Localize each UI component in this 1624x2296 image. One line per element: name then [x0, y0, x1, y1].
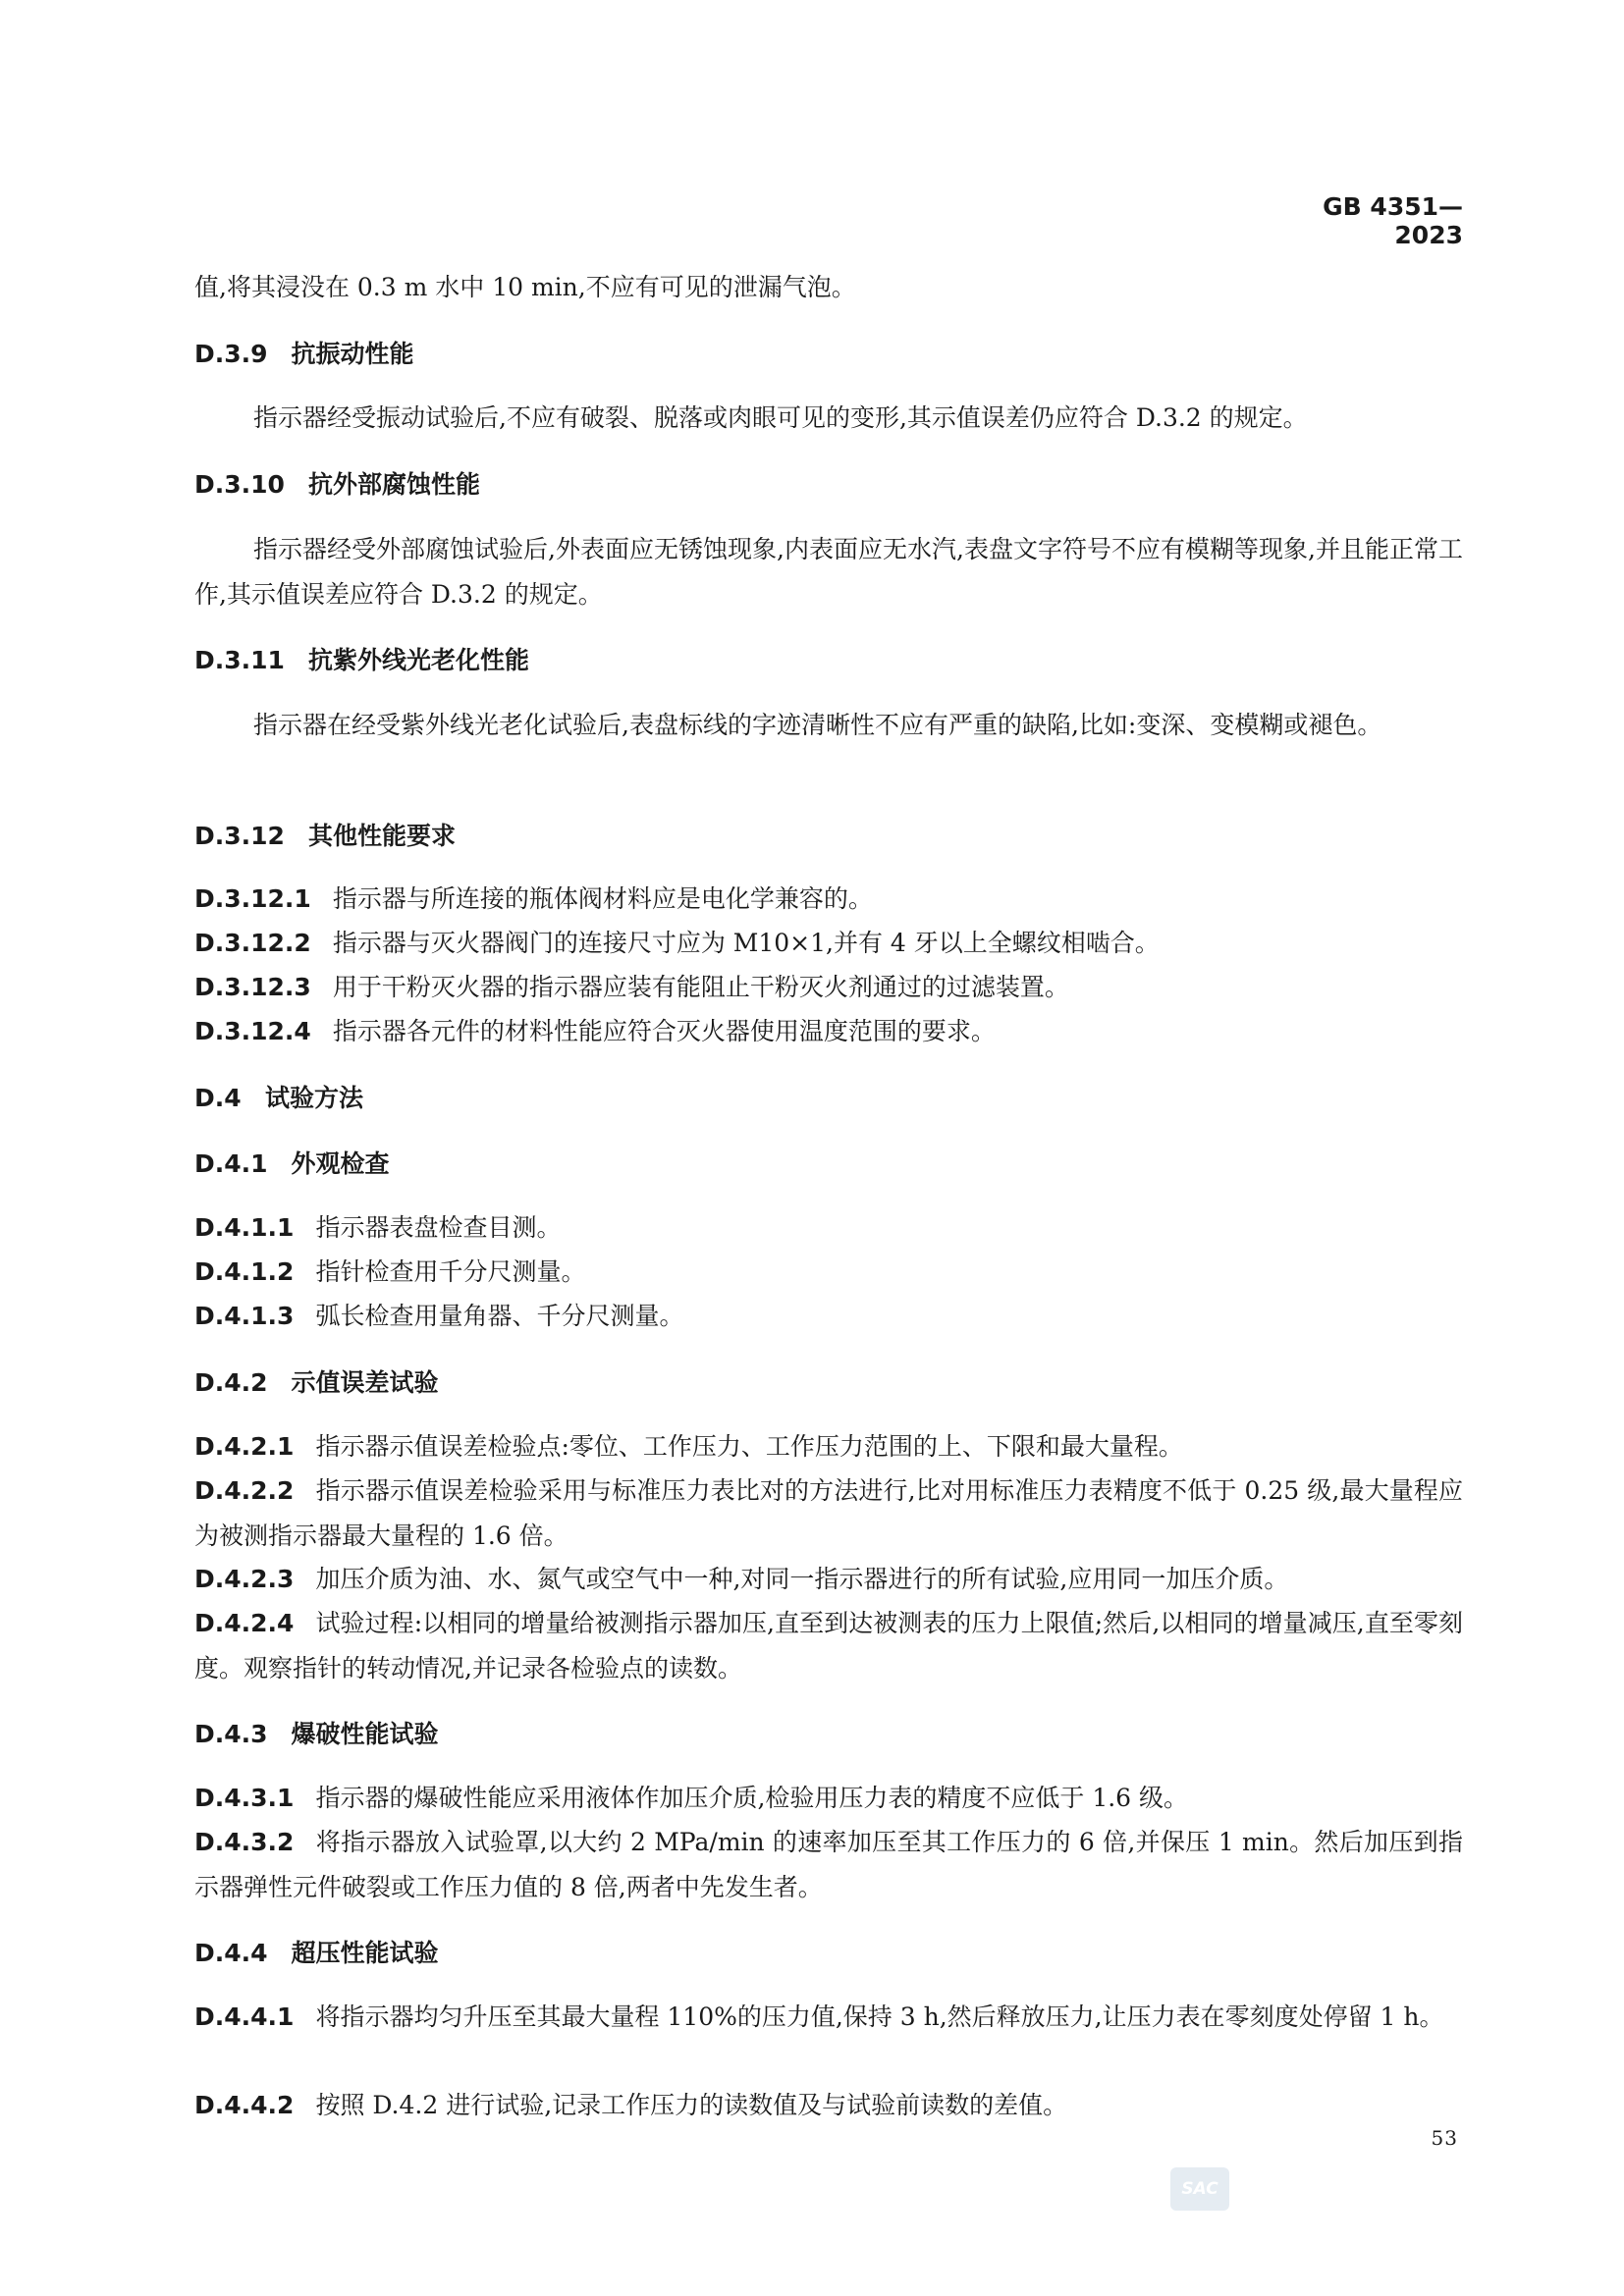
- standard-code: GB 4351—2023: [1323, 192, 1463, 249]
- clause-number: D.4.2.1: [194, 1432, 295, 1461]
- clause-d4-2-2: [194, 1468, 1463, 1559]
- heading-title: 超压性能试验: [291, 1939, 439, 1967]
- heading-d3-12: [194, 814, 1463, 859]
- clause-text: 指针检查用千分尺测量。: [315, 1257, 586, 1286]
- paragraph: 指示器经受振动试验后,不应有破裂、脱落或肉眼可见的变形,其示值误差仍应符合 D.3.2 的规定。: [253, 403, 1308, 432]
- clause-text: 指示器的爆破性能应采用液体作加压介质,检验用压力表的精度不应低于 1.6 级。: [315, 1784, 1189, 1812]
- clause-d3-12-4: [194, 1009, 1463, 1054]
- clause-d4-1-1: [194, 1205, 1463, 1251]
- heading-title: 外观检查: [291, 1149, 390, 1178]
- heading-number: D.3.11: [194, 646, 285, 674]
- clause-text: 指示器与所连接的瓶体阀材料应是电化学兼容的。: [332, 884, 873, 913]
- heading-d4: [194, 1076, 1463, 1121]
- clause-d4-4-2: [194, 2083, 1463, 2128]
- heading-title: 试验方法: [265, 1084, 364, 1112]
- clause-d4-2-4: [194, 1601, 1463, 1691]
- clause-d4-4-1: [194, 1995, 1463, 2040]
- heading-d3-10: [194, 462, 1463, 507]
- heading-number: D.4.2: [194, 1368, 268, 1397]
- heading-number: D.4.1: [194, 1149, 268, 1178]
- clause-number: D.4.2.3: [194, 1565, 295, 1593]
- clause-number: D.4.3.2: [194, 1828, 295, 1856]
- heading-d4-1: [194, 1142, 1463, 1187]
- heading-d4-2: [194, 1361, 1463, 1406]
- clause-text: 按照 D.4.2 进行试验,记录工作压力的读数值及与试验前读数的差值。: [315, 2091, 1068, 2119]
- clause-d3-12-2: [194, 921, 1463, 966]
- paragraph: 指示器在经受紫外线光老化试验后,表盘标线的字迹清晰性不应有严重的缺陷,比如:变深、变模糊或褪色。: [253, 711, 1382, 739]
- clause-number: D.4.3.1: [194, 1784, 295, 1812]
- clause-number: D.3.12.3: [194, 973, 311, 1001]
- clause-text: 指示器示值误差检验点:零位、工作压力、工作压力范围的上、下限和最大量程。: [315, 1432, 1183, 1461]
- clause-text: 指示器与灭火器阀门的连接尺寸应为 M10×1,并有 4 牙以上全螺纹相啮合。: [332, 929, 1160, 957]
- heading-number: D.3.12: [194, 822, 285, 850]
- clause-text: 指示器示值误差检验采用与标准压力表比对的方法进行,比对用标准压力表精度不低于 0.25 级,最大量程应为被测指示器最大量程的 1.6 倍。: [194, 1476, 1463, 1550]
- clause-d3-12-1: [194, 877, 1463, 922]
- clause-text: 将指示器放入试验罩,以大约 2 MPa/min 的速率加压至其工作压力的 6 倍,并保压 1 min。然后加压到指示器弹性元件破裂或工作压力值的 8 倍,两者中先发生者。: [194, 1828, 1463, 1901]
- heading-title: 示值误差试验: [291, 1368, 439, 1397]
- heading-number: D.3.10: [194, 470, 285, 499]
- heading-d3-11: [194, 638, 1463, 683]
- heading-number: D.3.9: [194, 340, 268, 368]
- clause-d4-1-3: [194, 1294, 1463, 1339]
- heading-d3-9: [194, 332, 1463, 377]
- clause-number: D.4.1.2: [194, 1257, 295, 1286]
- clause-number: D.3.12.4: [194, 1017, 311, 1045]
- clause-text: 弧长检查用量角器、千分尺测量。: [315, 1302, 684, 1330]
- clause-d4-3-2: [194, 1820, 1463, 1910]
- heading-d4-4: [194, 1931, 1463, 1976]
- clause-number: D.3.12.1: [194, 884, 311, 913]
- clause-d4-3-1: [194, 1776, 1463, 1821]
- heading-number: D.4.3: [194, 1720, 268, 1748]
- clause-number: D.4.4.1: [194, 2002, 295, 2031]
- heading-title: 爆破性能试验: [291, 1720, 439, 1748]
- clause-d4-2-1: [194, 1424, 1463, 1469]
- heading-d4-3: [194, 1712, 1463, 1757]
- clause-number: D.4.1.1: [194, 1213, 295, 1242]
- clause-text: 将指示器均匀升压至其最大量程 110%的压力值,保持 3 h,然后释放压力,让压力表在零刻度处停留 1 h。: [315, 2002, 1444, 2031]
- sac-watermark-logo: SAC: [1170, 2167, 1229, 2211]
- clause-text: 指示器各元件的材料性能应符合灭火器使用温度范围的要求。: [332, 1017, 996, 1045]
- clause-text: 加压介质为油、水、氮气或空气中一种,对同一指示器进行的所有试验,应用同一加压介质。: [315, 1565, 1289, 1593]
- clause-text: 用于干粉灭火器的指示器应装有能阻止干粉灭火剂通过的过滤装置。: [332, 973, 1069, 1001]
- heading-title: 抗外部腐蚀性能: [307, 470, 480, 499]
- heading-number: D.4.4: [194, 1939, 268, 1967]
- clause-number: D.4.2.4: [194, 1609, 295, 1637]
- heading-title: 抗紫外线光老化性能: [307, 646, 529, 674]
- heading-number: D.4: [194, 1084, 242, 1112]
- clause-text: 指示器表盘检查目测。: [315, 1213, 562, 1242]
- paragraph-continued: 值,将其浸没在 0.3 m 水中 10 min,不应有可见的泄漏气泡。: [194, 273, 856, 301]
- clause-number: D.4.1.3: [194, 1302, 295, 1330]
- clause-number: D.4.4.2: [194, 2091, 295, 2119]
- clause-number: D.4.2.2: [194, 1476, 295, 1505]
- heading-title: 抗振动性能: [291, 340, 414, 368]
- clause-number: D.3.12.2: [194, 929, 311, 957]
- heading-title: 其他性能要求: [307, 822, 456, 850]
- clause-d4-1-2: [194, 1250, 1463, 1295]
- clause-d3-12-3: [194, 965, 1463, 1010]
- paragraph: 指示器经受外部腐蚀试验后,外表面应无锈蚀现象,内表面应无水汽,表盘文字符号不应有模糊等现象,并且能正常工作,其示值误差应符合 D.3.2 的规定。: [194, 535, 1463, 609]
- clause-text: 试验过程:以相同的增量给被测指示器加压,直至到达被测表的压力上限值;然后,以相同的增量减压,直至零刻度。观察指针的转动情况,并记录各检验点的读数。: [194, 1609, 1463, 1682]
- clause-d4-2-3: [194, 1557, 1463, 1602]
- page-number: 53: [1431, 2126, 1458, 2150]
